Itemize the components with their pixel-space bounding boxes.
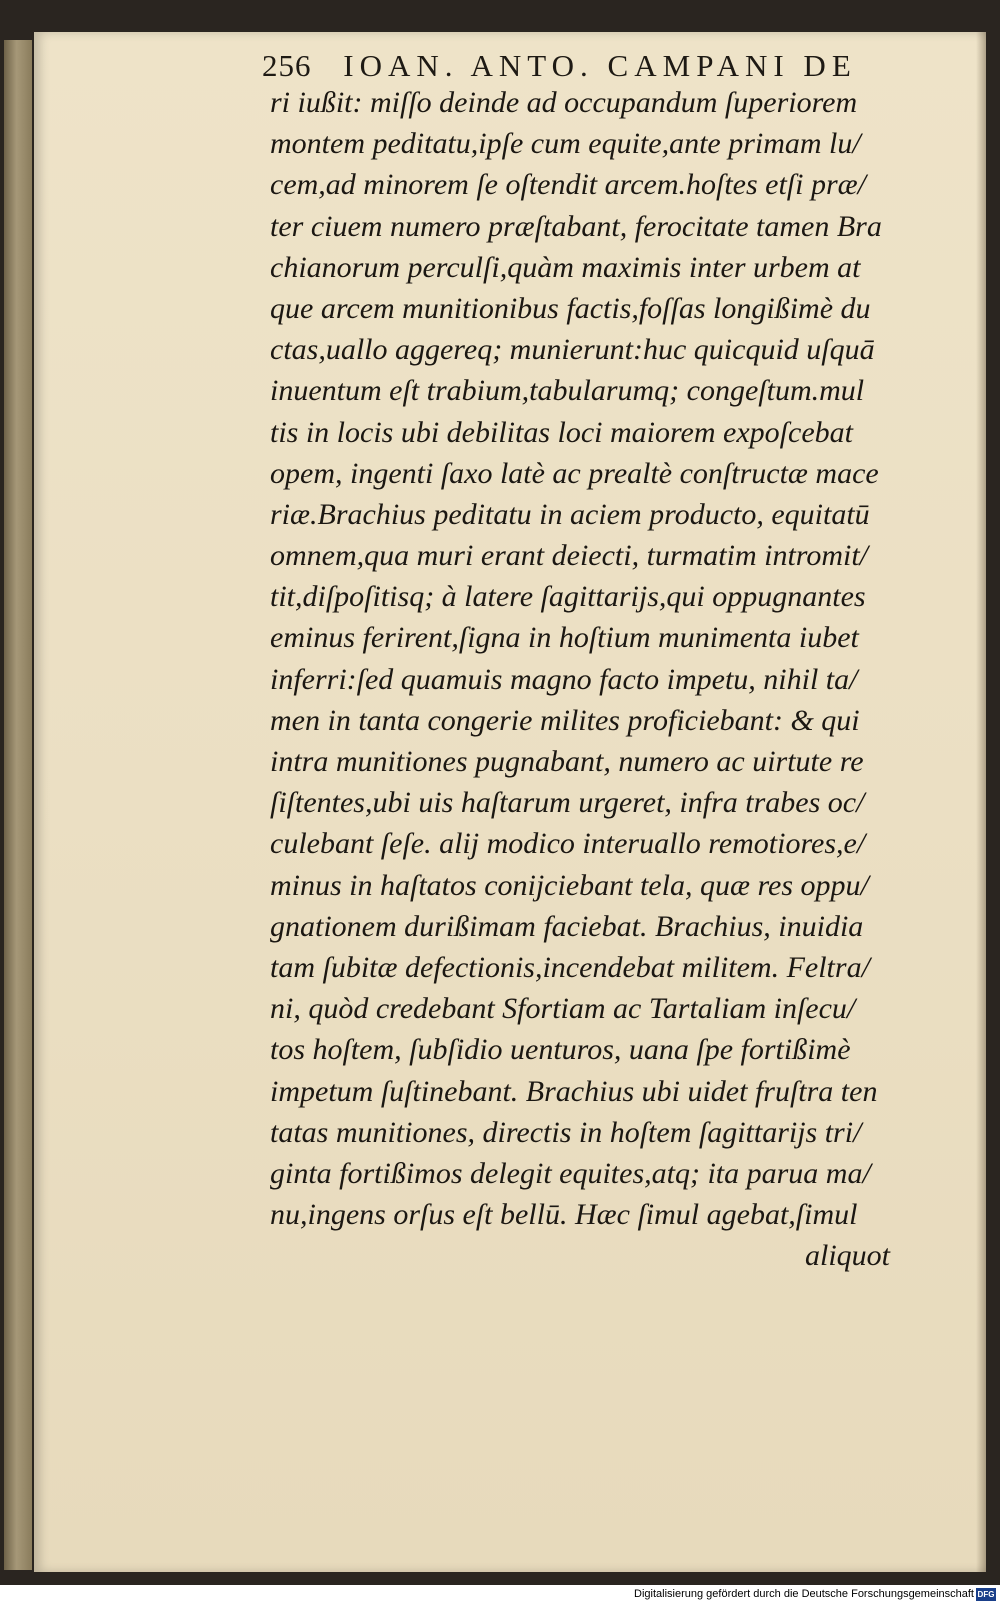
book-edge bbox=[4, 40, 32, 1570]
catchword: aliquot bbox=[804, 1239, 890, 1273]
text-line: inuentum eſt trabium,tabularumq; congeſtum.mul bbox=[270, 374, 865, 408]
text-line: eminus ferirent,ſigna in hoſtium munimenta iubet bbox=[270, 621, 859, 655]
text-line: tit,diſpoſitisq; à latere ſagittarijs,qui oppugnantes bbox=[270, 580, 866, 614]
text-line: omnem,qua muri erant deiecti, turmatim intromit/ bbox=[270, 539, 869, 573]
text-line: riæ.Brachius peditatu in aciem producto, equitatū bbox=[270, 497, 870, 531]
text-line: opem, ingenti ſaxo latè ac prealtè conſtructæ mace bbox=[270, 456, 879, 490]
page-gutter-shadow bbox=[976, 32, 986, 1572]
text-line: chianorum perculſi,quàm maximis inter urbem at bbox=[270, 250, 861, 284]
text-line: culebant ſeſe. alij modico interuallo remotiores,e/ bbox=[270, 827, 866, 861]
page-number: 256 bbox=[262, 48, 312, 83]
text-line: gnationem durißimam faciebat. Brachius, inuidia bbox=[270, 909, 864, 943]
text-line: tis in locis ubi debilitas loci maiorem expoſcebat bbox=[270, 415, 853, 449]
text-line: tam ſubitæ defectionis,incendebat militem. Feltra/ bbox=[270, 950, 870, 984]
text-line: tatas munitiones, directis in hoſtem ſagittarijs tri/ bbox=[270, 1115, 862, 1149]
text-line: que arcem munitionibus factis,foſſas longißimè du bbox=[270, 291, 871, 325]
funding-credit: Digitalisierung gefördert durch die Deutsche Forschungsgemeinschaft bbox=[634, 1588, 974, 1600]
text-line: ſiſtentes,ubi uis haſtarum urgeret, infra trabes oc/ bbox=[270, 786, 865, 820]
text-line: nu,ingens orſus eſt bellū. Hæc ſimul agebat,ſimul bbox=[270, 1198, 858, 1232]
text-line: ginta fortißimos delegit equites,atq; ita parua ma/ bbox=[270, 1156, 871, 1190]
text-line: impetum ſuſtinebant. Brachius ubi uidet fruſtra ten bbox=[270, 1074, 878, 1108]
text-line: ctas,uallo aggereq; munierunt:huc quicquid uſquā bbox=[270, 333, 875, 367]
text-line: minus in haſtatos conijciebant tela, quæ res oppu/ bbox=[270, 868, 869, 902]
text-line: ri iußit: miſſo deinde ad occupandum ſuperiorem bbox=[270, 86, 858, 119]
text-block bbox=[270, 82, 920, 1276]
text-line: tos hoſtem, ſubſidio uenturos, uana ſpe fortißimè bbox=[270, 1033, 851, 1067]
text-line: intra munitiones pugnabant, numero ac uirtute re bbox=[270, 745, 864, 778]
running-title: IOAN. ANTO. CAMPANI DE bbox=[343, 48, 857, 83]
dfg-logo-icon: DFG bbox=[977, 1590, 995, 1599]
text-line: ni, quòd credebant Sfortiam ac Tartaliam inſecu/ bbox=[270, 992, 856, 1026]
text-line: montem peditatu,ipſe cum equite,ante primam lu/ bbox=[270, 127, 861, 161]
text-line: men in tanta congerie milites proficiebant: & qui bbox=[270, 703, 860, 737]
text-line: ter ciuem numero præſtabant, ferocitate tamen Bra bbox=[270, 209, 882, 243]
text-line: cem,ad minorem ſe oſtendit arcem.hoſtes etſi præ/ bbox=[270, 168, 867, 202]
text-line: inferri:ſed quamuis magno facto impetu, nihil ta/ bbox=[270, 662, 858, 696]
footer-bar bbox=[0, 1585, 1000, 1605]
running-head bbox=[262, 48, 882, 84]
